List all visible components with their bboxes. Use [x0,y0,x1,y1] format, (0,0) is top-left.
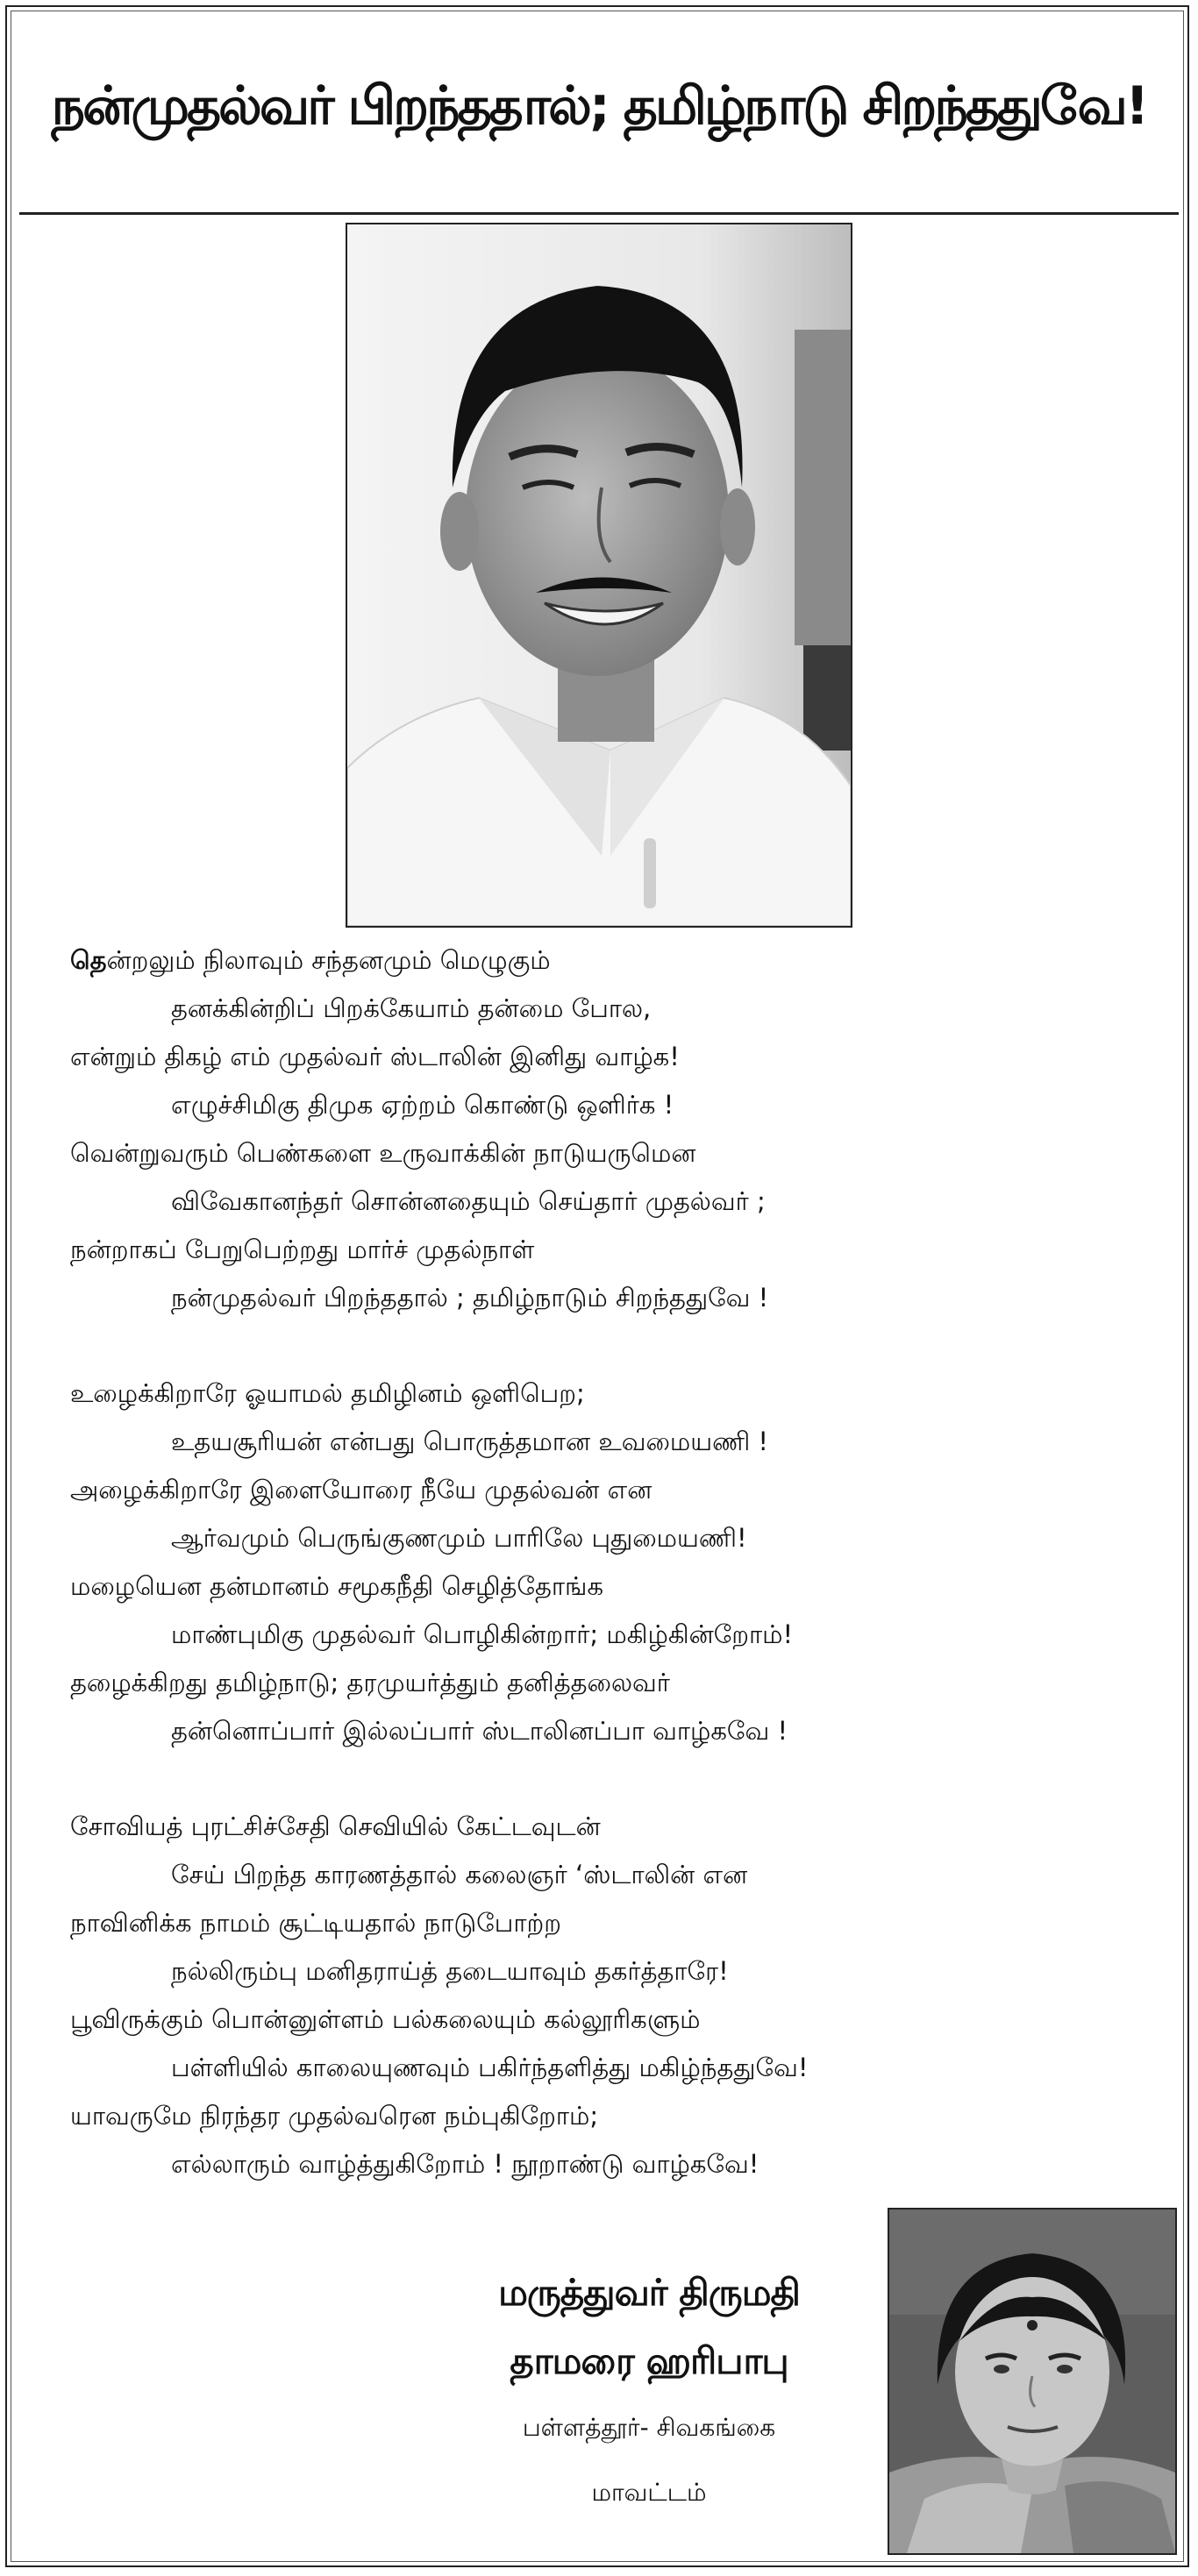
poem-line: வென்றுவரும் பெண்களை உருவாக்கின் நாடுயருமென [70,1138,696,1168]
poem-line: எழுச்சிமிகு திமுக ஏற்றம் கொண்டு ஒளிர்க ! [171,1090,674,1120]
poem-line: நன்றாகப் பேறுபெற்றது மார்ச் முதல்நாள் [70,1235,535,1264]
poem-line [70,936,1105,985]
poem-line: நல்லிரும்பு மனிதராய்த் தடையாவும் தகர்த்தாரே! [171,1956,729,1986]
poem-stanza-3 [70,1803,1105,2188]
chief-minister-photo [346,223,852,928]
poem-line: நாவினிக்க நாமம் சூட்டியதால் நாடுபோற்ற [70,1908,561,1938]
author-portrait-illustration [889,2210,1175,2553]
poem-line: ஆர்வமும் பெருங்குணமும் பாரிலே புதுமையணி! [171,1523,747,1553]
poem-line: உதயசூரியன் என்பது பொருத்தமான உவமையணி ! [171,1427,769,1456]
poem [70,936,1105,2236]
poem-line: விவேகானந்தர் சொன்னதையும் செய்தார் முதல்வர் ; [171,1186,766,1216]
poem-line: மாண்புமிகு முதல்வர் பொழிகின்றார்; மகிழ்கின்றோம்! [171,1619,794,1649]
poem-line: சேய் பிறந்த காரணத்தால் கலைஞர் ‘ஸ்டாலின் என [171,1860,748,1889]
signature-district: மாவட்டம் [591,2478,707,2507]
portrait-illustration [347,224,851,926]
poem-first-letter: தெ [70,945,107,975]
signature-name: தாமரை ஹரிபாபு [510,2339,788,2382]
poem-line: தன்னொப்பார் இல்லப்பார் ஸ்டாலினப்பா வாழ்கவே ! [171,1716,788,1746]
headline: நன்முதல்வர் பிறந்ததால்; தமிழ்நாடு சிறந்ததுவே! [51,75,1147,137]
poem-line: பூவிருக்கும் பொன்னுள்ளம் பல்கலையும் கல்லூரிகளும் [70,2004,701,2034]
poem-line: அழைக்கிறாரே இளையோரை நீயே முதல்வன் என [70,1475,652,1505]
poem-line: பள்ளியில் காலையுணவும் பகிர்ந்தளித்து மகிழ்ந்ததுவே! [171,2053,809,2082]
poem-line: தனக்கின்றிப் பிறக்கேயாம் தன்மை போல, [171,993,652,1023]
signature-title: மருத்துவர் திருமதி [498,2271,800,2314]
poem-stanza-1 [70,936,1105,1322]
signature-place: பள்ளத்தூர்- சிவகங்கை [522,2413,776,2442]
poem-stanza-2 [70,1370,1105,1755]
poem-line: மழையென தன்மானம் சமூகநீதி செழித்தோங்க [70,1571,603,1601]
headline-rule [19,212,1179,215]
poem-first-line-rest: ன்றலும் நிலாவும் சந்தனமும் மெழுகும் [106,945,551,975]
poem-line: நன்முதல்வர் பிறந்ததால் ; தமிழ்நாடும் சிறந்ததுவே ! [171,1283,769,1313]
poem-line: உழைக்கிறாரே ஓயாமல் தமிழினம் ஒளிபெற; [70,1378,585,1408]
poem-line: சோவியத் புரட்சிச்சேதி செவியில் கேட்டவுடன் [70,1811,601,1841]
poem-line: தழைக்கிறது தமிழ்நாடு; தரமுயர்த்தும் தனித்தலைவர் [70,1668,670,1697]
poem-line: யாவருமே நிரந்தர முதல்வரென நம்புகிறோம்; [70,2101,599,2131]
poem-line: எல்லாரும் வாழ்த்துகிறோம் ! நூறாண்டு வாழ்கவே! [171,2149,759,2179]
author-photo [888,2208,1177,2555]
poem-line: என்றும் திகழ் எம் முதல்வர் ஸ்டாலின் இனிது வாழ்க! [70,1042,680,1071]
